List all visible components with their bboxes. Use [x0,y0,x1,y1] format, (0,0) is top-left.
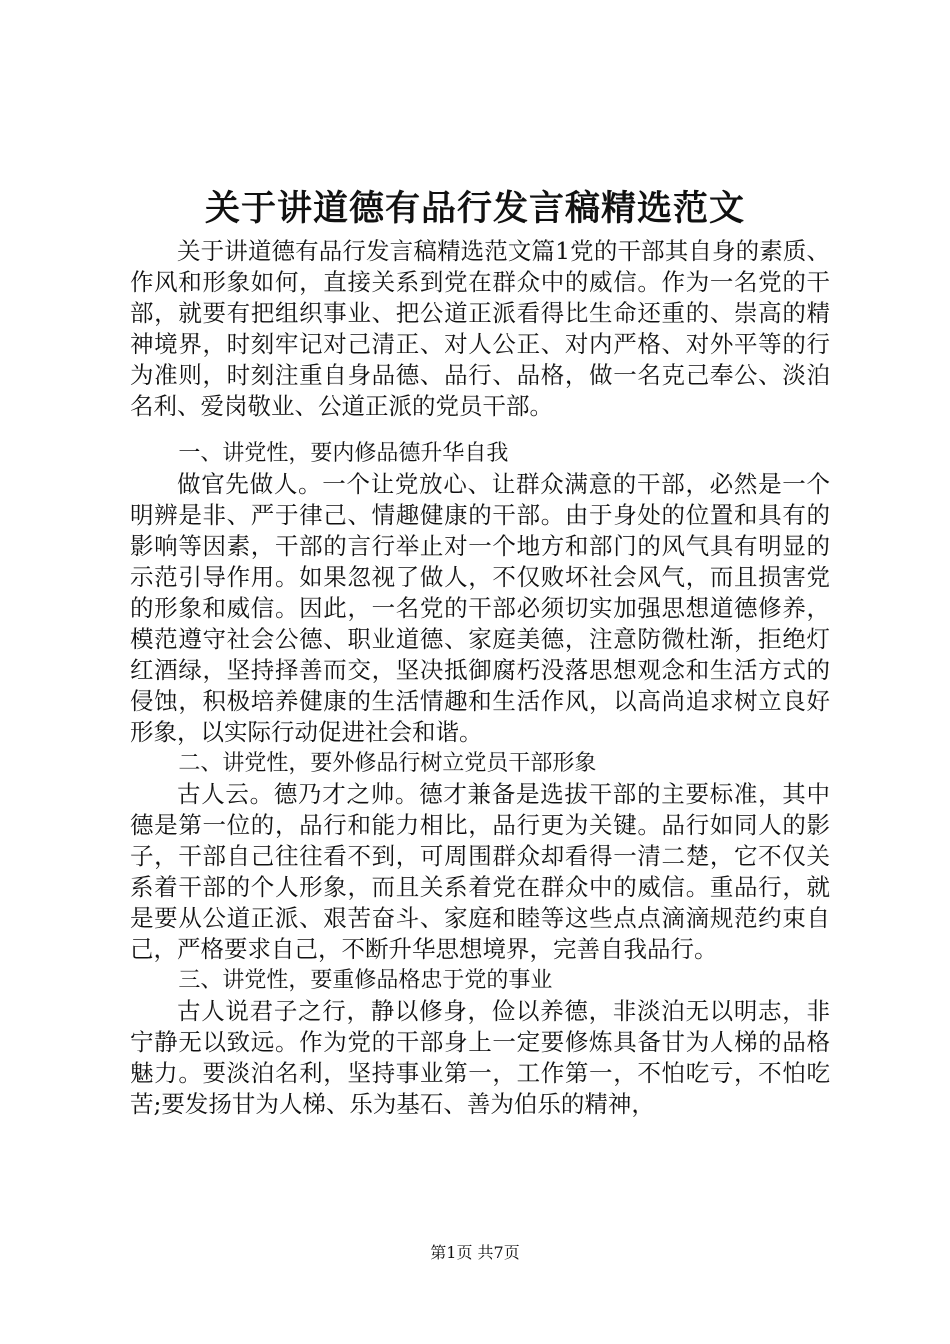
section-1-paragraph: 做官先做人。一个让党放心、让群众满意的干部，必然是一个明辨是非、严于律己、情趣健康的干部。由于身处的位置和具有的影响等因素，干部的言行举止对一个地方和部门的风气具有明显的示范引导作用。如果忽视了做人，不仅败坏社会风气，而且损害党的形象和威信。因此，一名党的干部必须切实加强思想道德修养，模范遵守社会公德、职业道德、家庭美德，注意防微杜渐，拒绝灯红酒绿，坚持择善而交，坚决抵御腐朽没落思想观念和生活方式的侵蚀，积极培养健康的生活情趣和生活作风，以高尚追求树立良好形象，以实际行动促进社会和谐。 [130,470,830,746]
page-footer: 第1页 共7页 [430,1243,520,1262]
document-body [130,236,830,1120]
section-3-heading: 三、讲党性，要重修品格忠于党的事业 [178,968,553,993]
intro-paragraph: 关于讲道德有品行发言稿精选范文篇1党的干部其自身的素质、作风和形象如何，直接关系到党在群众中的威信。作为一名党的干部，就要有把组织事业、把公道正派看得比生命还重的、崇高的精神境界，时刻牢记对己清正、对人公正、对内严格、对外平等的行为准则，时刻注重自身品德、品行、品格，做一名克己奉公、淡泊名利、爱岗敬业、公道正派的党员干部。 [130,237,830,420]
document-title: 关于讲道德有品行发言稿精选范文 [204,188,745,229]
section-2-heading: 二、讲党性，要外修品行树立党员干部形象 [178,751,597,776]
section-2-paragraph: 古人云。德乃才之帅。德才兼备是选拔干部的主要标准，其中德是第一位的，品行和能力相比，品行更为关键。品行如同人的影子，干部自己往往看不到，可周围群众却看得一清二楚，它不仅关系着干部的个人形象，而且关系着党在群众中的威信。重品行，就是要从公道正派、艰苦奋斗、家庭和睦等这些点点滴滴规范约束自己，严格要求自己，不断升华思想境界，完善自我品行。 [130,780,830,963]
section-1-heading: 一、讲党性，要内修品德升华自我 [178,441,509,466]
section-3-paragraph: 古人说君子之行，静以修身，俭以养德，非淡泊无以明志，非宁静无以致远。作为党的干部身上一定要修炼具备甘为人梯的品格魅力。要淡泊名利，坚持事业第一，工作第一，不怕吃亏，不怕吃苦;要发扬甘为人梯、乐为基石、善为伯乐的精神， [130,997,830,1118]
paragraph-gap [130,422,830,438]
